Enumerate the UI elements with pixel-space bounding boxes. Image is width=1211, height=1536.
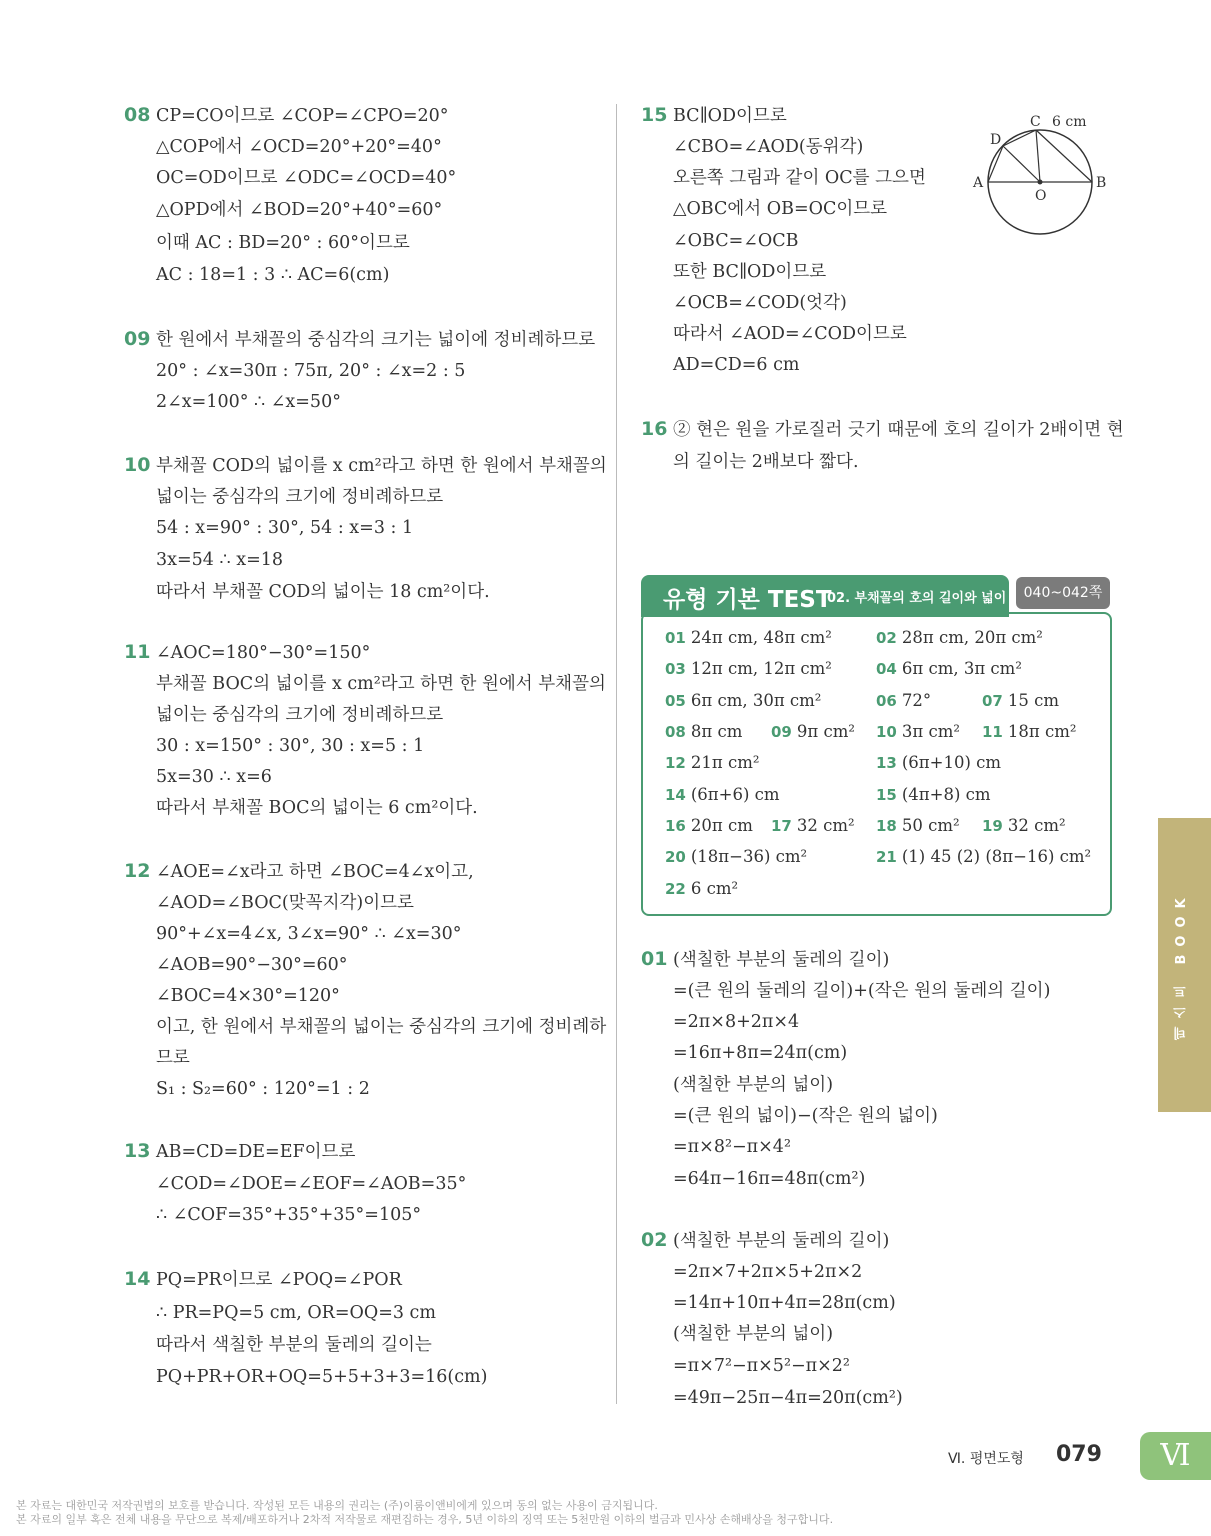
answer-item: 09 9π cm² [771, 722, 855, 741]
copyright-line: 본 자료는 대한민국 저작권법의 보호를 받습니다. 작성된 모든 내용의 권리는 (주)이룸이앤비에게 있으며 동의 없는 사용이 금지됩니다. [16, 1499, 658, 1512]
solution-line: =16π+8π=24π(cm) [673, 1043, 848, 1063]
solution-line: ∠AOE=∠x라고 하면 ∠BOC=4∠x이고, [156, 862, 474, 882]
solution-line: 므로 [156, 1048, 190, 1068]
answer-item: 14 (6π+6) cm [665, 785, 780, 804]
answer-item: 12 21π cm² [665, 753, 760, 772]
solution-line: ∴ ∠COF=35°+35°+35°=105° [156, 1205, 422, 1225]
solution-line: PQ=PR이므로 ∠POQ=∠POR [156, 1270, 402, 1290]
solution-line: (색칠한 부분의 둘레의 길이) [673, 950, 890, 970]
solution-line: 54 : x=90° : 30°, 54 : x=3 : 1 [156, 518, 414, 538]
answer-item: 18 50 cm² [876, 816, 960, 835]
answer-item: 22 6 cm² [665, 879, 739, 898]
chord-CB [1036, 130, 1092, 182]
solution-line: =64π−16π=48π(cm²) [673, 1169, 866, 1189]
problem-number: 12 [124, 860, 151, 882]
label-D: D [990, 132, 1002, 148]
test-box-subtitle: 02. 부채꼴의 호의 길이와 넓이 [827, 591, 1007, 606]
answer-item: 02 28π cm, 20π cm² [876, 628, 1043, 647]
solution-line: 90°+∠x=4∠x, 3∠x=90° ∴ ∠x=30° [156, 924, 462, 944]
solution-line: =2π×8+2π×4 [673, 1012, 800, 1032]
answer-item: 01 24π cm, 48π cm² [665, 628, 832, 647]
chapter-roman-tab: Ⅵ [1140, 1432, 1211, 1480]
label-6cm: 6 cm [1052, 114, 1087, 130]
solution-line: ∠OCB=∠COD(엇각) [673, 293, 847, 313]
page-number: 079 [1056, 1442, 1102, 1467]
problem-number: 11 [124, 641, 151, 663]
solution-line: 넓이는 중심각의 크기에 정비례하므로 [156, 487, 444, 507]
solution-line: S₁ : S₂=60° : 120°=1 : 2 [156, 1079, 370, 1099]
solution-line: 2∠x=100° ∴ ∠x=50° [156, 392, 341, 412]
answer-item: 08 8π cm [665, 722, 743, 741]
solution-line: 3x=54 ∴ x=18 [156, 550, 283, 570]
problem-number: 08 [124, 104, 151, 126]
answer-item: 07 15 cm [982, 691, 1060, 710]
segment-AD [988, 146, 1003, 182]
solution-line: =(큰 원의 넓이)−(작은 원의 넓이) [673, 1106, 938, 1126]
problem-number: 14 [124, 1268, 151, 1290]
solution-line: 따라서 부채꼴 BOC의 넓이는 6 cm²이다. [156, 798, 478, 818]
solution-line: 오른쪽 그림과 같이 OC를 그으면 [673, 168, 926, 188]
segment-DC [1003, 130, 1036, 146]
column-divider [616, 104, 617, 1404]
answer-item: 04 6π cm, 3π cm² [876, 659, 1022, 678]
problem-number: 10 [124, 454, 151, 476]
problem-number: 15 [641, 104, 668, 126]
problem-number: 09 [124, 328, 151, 350]
solution-line: AD=CD=6 cm [673, 355, 800, 375]
answer-item: 20 (18π−36) cm² [665, 847, 808, 866]
problem-number: 01 [641, 948, 668, 970]
solution-line: 부채꼴 COD의 넓이를 x cm²라고 하면 한 원에서 부채꼴의 [156, 456, 607, 476]
solution-line: 따라서 색칠한 부분의 둘레의 길이는 [156, 1335, 432, 1355]
solution-line: AB=CD=DE=EF이므로 [156, 1142, 356, 1162]
solution-line: 의 길이는 2배보다 짧다. [673, 452, 859, 472]
page-range-badge: 040~042쪽 [1016, 577, 1110, 609]
answer-item: 15 (4π+8) cm [876, 785, 991, 804]
solution-line: ∠AOB=90°−30°=60° [156, 955, 348, 975]
center-point [1038, 180, 1043, 185]
test-answer-box [641, 612, 1112, 916]
solution-line: ∴ PR=PQ=5 cm, OR=OQ=3 cm [156, 1303, 436, 1323]
problem-number: 16 [641, 418, 668, 440]
solution-line: 30 : x=150° : 30°, 30 : x=5 : 1 [156, 736, 425, 756]
solution-line: △OPD에서 ∠BOD=20°+40°=60° [156, 200, 443, 220]
solution-line: (색칠한 부분의 넓이) [673, 1075, 834, 1095]
solution-line: =2π×7+2π×5+2π×2 [673, 1262, 863, 1282]
solution-line: OC=OD이므로 ∠ODC=∠OCD=40° [156, 168, 457, 188]
label-A: A [973, 175, 984, 191]
radius-OC [1036, 130, 1040, 182]
solution-line: △COP에서 ∠OCD=20°+20°=40° [156, 137, 442, 157]
solution-line: ∠COD=∠DOE=∠EOF=∠AOB=35° [156, 1174, 467, 1194]
answer-item: 05 6π cm, 30π cm² [665, 691, 822, 710]
answer-item: 10 3π cm² [876, 722, 960, 741]
solution-line: 이때 AC : BD=20° : 60°이므로 [156, 233, 410, 253]
copyright-line: 본 자료의 일부 혹은 전체 내용을 무단으로 복제/배포하거나 2차적 저작물로 재편집하는 경우, 5년 이하의 징역 또는 5천만원 이하의 벌금과 민사상 손해배상을 청구합니다. [16, 1513, 834, 1526]
solution-line: 5x=30 ∴ x=6 [156, 767, 272, 787]
solution-line: (색칠한 부분의 둘레의 길이) [673, 1231, 890, 1251]
solution-line: 또한 BC∥OD이므로 [673, 262, 827, 282]
problem-number: 13 [124, 1140, 151, 1162]
test-box-header [641, 575, 1009, 617]
label-C: C [1030, 114, 1041, 130]
answer-item: 17 32 cm² [771, 816, 855, 835]
solution-line: 20° : ∠x=30π : 75π, 20° : ∠x=2 : 5 [156, 361, 466, 381]
solution-line: ② 현은 원을 가로질러 긋기 때문에 호의 길이가 2배이면 현 [673, 420, 1124, 440]
side-tab-label: 테스트 BOOK [1174, 890, 1189, 1040]
answer-item: 19 32 cm² [982, 816, 1066, 835]
solution-line: (색칠한 부분의 넓이) [673, 1324, 834, 1344]
problem-number: 02 [641, 1229, 668, 1251]
answer-item: 06 72° [876, 691, 932, 710]
solution-line: CP=CO이므로 ∠COP=∠CPO=20° [156, 106, 449, 126]
solution-line: =π×7²−π×5²−π×2² [673, 1356, 850, 1376]
solution-line: 따라서 부채꼴 COD의 넓이는 18 cm²이다. [156, 582, 490, 602]
answer-item: 13 (6π+10) cm [876, 753, 1002, 772]
solution-line: ∠CBO=∠AOD(동위각) [673, 137, 864, 157]
solution-line: ∠AOC=180°−30°=150° [156, 643, 371, 663]
radius-OD [1003, 146, 1040, 182]
solution-line: △OBC에서 OB=OC이므로 [673, 199, 888, 219]
solution-line: ∠BOC=4×30°=120° [156, 986, 340, 1006]
solution-line: =14π+10π+4π=28π(cm) [673, 1293, 896, 1313]
solution-line: 부채꼴 BOC의 넓이를 x cm²라고 하면 한 원에서 부채꼴의 [156, 674, 606, 694]
test-box-title: 유형 기본 TEST [663, 587, 832, 613]
circle-diagram [968, 110, 1118, 240]
solution-line: =π×8²−π×4² [673, 1137, 791, 1157]
solution-line: AC : 18=1 : 3 ∴ AC=6(cm) [156, 265, 390, 285]
solution-line: ∠OBC=∠OCB [673, 231, 799, 251]
answer-item: 21 (1) 45 (2) (8π−16) cm² [876, 847, 1092, 866]
answer-item: 11 18π cm² [982, 722, 1077, 741]
solution-line: ∠AOD=∠BOC(맞꼭지각)이므로 [156, 893, 414, 913]
solution-line: 한 원에서 부채꼴의 중심각의 크기는 넓이에 정비례하므로 [156, 330, 596, 350]
label-B: B [1096, 175, 1107, 191]
solution-line: =49π−25π−4π=20π(cm²) [673, 1388, 903, 1408]
solution-line: 넓이는 중심각의 크기에 정비례하므로 [156, 705, 444, 725]
answer-item: 03 12π cm, 12π cm² [665, 659, 832, 678]
solution-line: =(큰 원의 둘레의 길이)+(작은 원의 둘레의 길이) [673, 981, 1051, 1001]
answer-item: 16 20π cm [665, 816, 753, 835]
chapter-label: Ⅵ. 평면도형 [948, 1451, 1024, 1467]
label-O: O [1035, 188, 1047, 204]
solution-line: 이고, 한 원에서 부채꼴의 넓이는 중심각의 크기에 정비례하 [156, 1017, 607, 1037]
solution-line: BC∥OD이므로 [673, 106, 787, 126]
solution-line: 따라서 ∠AOD=∠COD이므로 [673, 324, 907, 344]
solution-line: PQ+PR+OR+OQ=5+5+3+3=16(cm) [156, 1367, 488, 1387]
